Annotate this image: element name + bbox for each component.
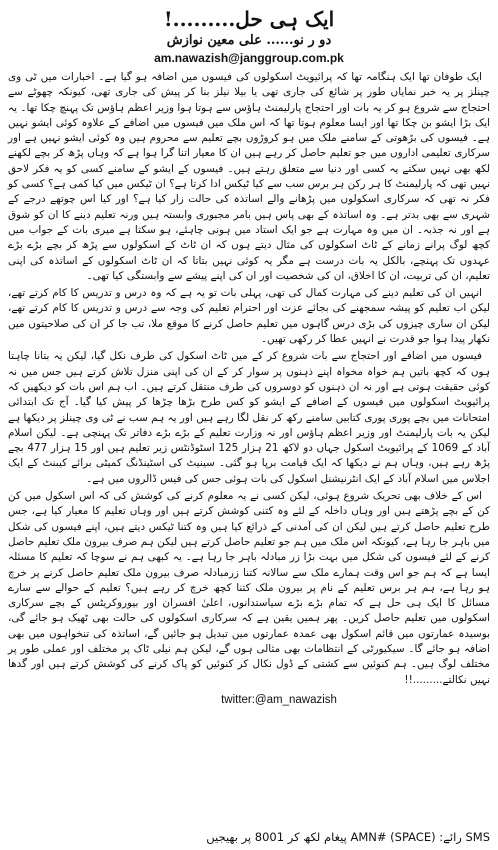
sms-instructions: SMS رائے: AMN# (SPACE) پیغام لکھ کر 8001 پر بھیجیں <box>206 830 490 844</box>
article-body <box>8 70 490 688</box>
article-header <box>8 6 490 66</box>
headline: ایک ہی حل.........! <box>163 7 335 31</box>
paragraph: اس کے خلاف بھی تحریک شروع ہوئی، لیکن کسی نے یہ معلوم کرنے کی کوشش کی کہ اس اسکول میں کن کن کے بچے پڑھتے ہیں اور وہاں داخلہ کے لئے وہ کتنی کوشش کرتے ہیں اور وہاں تعلیم کا معیار کیا ہے، جس طرح تعلیم حاصل کرتے ہیں لیکن ان کی آمدنی کے ذرائع کیا ہیں وہ کتنا ٹیکس دیتے ہیں، اپنے فیسوں کی شکل میں باہر جا رہا ہے، کیونکہ اس ملک میں ہم جو تعلیم حاصل کرتے ہیں لیکن ہم صرف بیرون ملک تعلیم حاصل کرنے کے لئے فیسوں کی شکل میں بہت بڑا زر مبادلہ باہر جا رہا ہے۔ یہ کبھی ہم نے سوچا کہ تعلیم کا مسئلہ ایسا ہے کہ ہم جو اس وقت ہمارے ملک سے سالانہ کتنا زرمبادلہ صرف بیرون ملک تعلیم حاصل کرنے پر خرچ ہو رہا ہے، ہم ہر برس تعلیم کے نام پر بیرون ملک کتنا کچھ خرچ کر رہے ہیں؟ تعلیم کے حوالے سے سارے مسائل کا ایک ہی حل ہے کہ تمام بڑے بڑے سیاستدانوں، اعلیٰ افسران اور بیوروکریٹس کے بچے سرکاری اسکولوں میں تعلیم حاصل کریں۔ پھر ہمیں یقین ہے کہ سرکاری اسکولوں کی حالت بھی ٹھیک ہو جائے گی، بوسیدہ عمارتوں میں قائم اسکول بھی عمدہ عمارتوں میں تبدیل ہو جائیں گے، اساتذہ کی تنخواہوں میں بھی اضافہ ہو جائے گا۔ سیکیورٹی کے انتظامات بھی مثالی ہوں گے، لیکن ہم نیلی ٹاک پر مختلف اور عملی طور پر مختلف لوگ ہیں۔ ہم کنوئیں سے کشتی کے ڈول نکال کر کنوئیں کو پاک کرنے کی کوشش کرتے ہیں اور گدھا نہیں نکالتے.........!! <box>8 490 490 686</box>
paragraph: ایک طوفان تھا ایک ہنگامہ تھا کہ پرائیویٹ اسکولوں کی فیسوں میں اضافہ ہو گیا ہے۔ اخبارات میں ٹی وی چینلز پر یہ خبر نمایاں طور پر شائع کی جاری تھی یا بیلا نیلز بنا کر پیش کی جاری تھی، کیونکہ چھوٹے سے احتجاج سے شروع ہو کر یہ بات اور احتجاج پارلیمنٹ ہاؤس سے ہوتا ہوا وزیر اعظم ہاؤس تک پہنچ چکا تھا۔ یہ ایک بڑا ایشو بن چکا تھا اور ایسا معلوم ہوتا تھا کہ اس ملک میں فیسوں میں اضافے کے علاوہ کوئی ایشو نہیں ہے۔ فیسوں کی بڑھوتی کے سامنے ملک میں ہو کروڑوں بچے تعلیم سے محروم ہیں وہ کوئی ایشو نہیں ہے اور سرکاری تعلیمی اداروں میں جو تعلیم حاصل کر رہے ہیں ان کا معیار اتنا گرا ہوا ہے کہ وہاں پڑھ کر بچے لکھنے لکھ بھی نہیں سکتے یہ کسی اور دنیا سے متعلق رہتے ہیں۔ فیسوں کے ایشو کے سامنے کسی کو یہ فکر لاحق نہیں تھی کہ پارلیمنٹ کا ہر رکن ہر برس سب سے کیا ٹیکس ادا کرتا ہے؟ ان ٹیکس میں کیا کمی ہے؟ کسی کو فکر نہ تھی کہ سرکاری اسکولوں میں پڑھانے والے اساتذہ کی حالت زار کیا ہے؟ اور کیا اس چوتھے درجے کے شہری سے بھی بدتر ہے۔ وہ اساتذہ کے بھی پاس ہیں بامر مجبوری وابستہ ہیں ورنہ تعلیم دینے کا ان کو شوق ہے اور نہ جذبہ۔ ان میں وہ مہارت ہے جو ایک استاد میں ہونی چاہئے، ہو سکتا ہے میری بات کے جواب میں کچھ لوگ پرانے زمانے کے ٹاٹ اسکولوں کی مثال دیتے ہوں کہ ان ٹاٹ کے اسکولوں سے پڑھ کر بچے بڑے بڑے عہدوں تک پہنچے، بالکل یہ بات درست ہے مگر یہ کوئی نہیں بتاتا کہ ان ٹاٹ اسکولوں کے اساتذہ کی اپنی تعلیم، ان کی تربیت، ان کا اخلاق، ان کی شخصیت اور ان کی اپنے پیشے سے وابستگی کیا تھی۔ <box>8 71 490 282</box>
paragraph: انہیں ان کی تعلیم دینے کی مہارت کمال کی تھی، پہلی بات تو یہ ہے کہ وہ درس و تدریس کا کام کرتے تھے، لیکن اب تعلیم کو پیشہ سمجھنے کی بجائے عزت اور احترام تعلیم کی وجہ سے درس و تدریس کا کام کرتے تھے، لیکن ان ساری چیزوں کی بڑی درس گاہوں میں تعلیم حاصل کرنے کا موقع ملا، تب جا کر ان کی صلاحیتوں میں نکھار پیدا ہوا جو قدرت نے انہیں عطا کر رکھی تھیں۔ <box>8 287 490 346</box>
paragraph: فیسوں میں اضافے اور احتجاج سے بات شروع کر کے میں ٹاٹ اسکول کی طرف نکل گیا، لیکن یہ بتانا چاہتا ہوں کہ کچھ باتیں ہم خواہ مخواہ اپنے ذہنوں پر سوار کر کے ان کی اپنی منزل تلاش کرتے ہیں جس میں نہ کوئی حقیقت ہوتی ہے اور نہ ان ذہنوں کو دوسروں کی طرف منتقل کرتے ہیں۔ اب ہم اس بات کو دیکھیں کہ پرائیویٹ اسکولوں میں فیسوں کے اضافے کے ایشو کو کس طرح بڑھا چڑھا کر پیش کیا گیا۔ آج تک ابتدائی امتحانات میں بچے پوری پوری کتابیں سامنے رکھ کر نقل لگا رہے ہیں اور یہ ہم سب نے ٹی وی چینلز پر دیکھا ہے لیکن یہ بات پارلیمنٹ اور وزیر اعظم ہاؤس اور نہ وزارت تعلیم کے بڑے بڑے دفاتر تک پہنچی ہے۔ لیکن اسلام آباد کے 1069 کے پرائیویٹ اسکول جہاں دو لاکھ 21 ہزار 125 اسٹوڈنٹس زیر تعلیم ہیں اور 15 ہزار 477 بچے پڑھ رہے ہیں، وہاں ہم نے دیکھا کہ ایک قیامت برپا ہو گئی۔ سینیٹ کی اسٹینڈنگ کمیٹی برائے کیبنٹ کے ایک اجلاس میں اسلام آباد کے ایک انٹرنیشنل اسکول کی بات ہوئی جس کی فیس ڈالروں میں ہے۔ <box>8 350 490 485</box>
byline: دو ر نو...... علی معین نوازش <box>166 33 332 48</box>
twitter-handle: twitter:@am_nawazish <box>221 693 337 706</box>
author-email: am.nawazish@janggroup.com.pk <box>154 51 344 65</box>
